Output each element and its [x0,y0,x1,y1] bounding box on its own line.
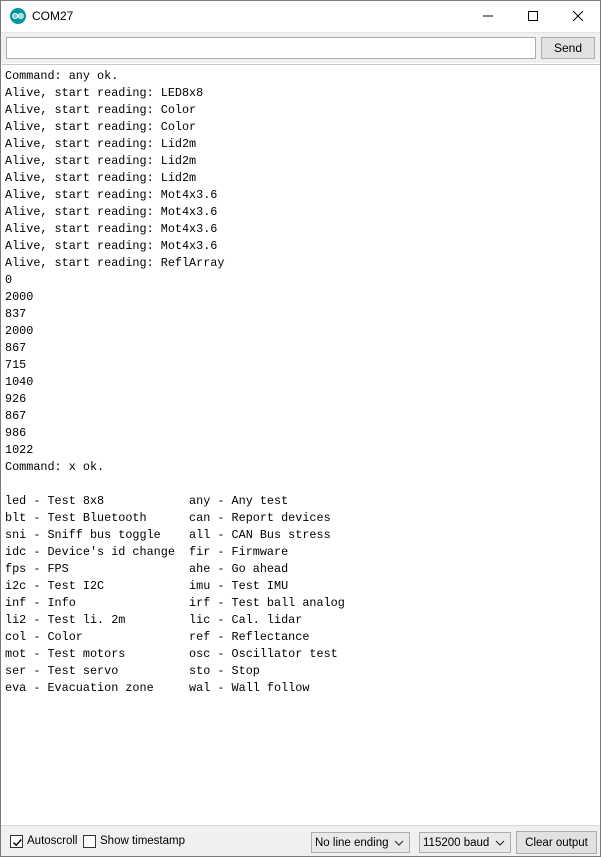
output-line: ser - Test servo sto - Stop [5,664,260,678]
clear-output-button[interactable]: Clear output [516,831,597,854]
output-line: Alive, start reading: Mot4x3.6 [5,222,218,236]
bottom-bar [1,825,600,856]
output-line: 0 [5,273,13,287]
output-line: Alive, start reading: Lid2m [5,137,197,151]
output-line: fps - FPS ahe - Go ahead [5,562,289,576]
chevron-down-icon [495,838,505,848]
output-line: Alive, start reading: Lid2m [5,171,197,185]
output-line: Alive, start reading: Mot4x3.6 [5,205,218,219]
output-line: Command: any ok. [5,69,119,83]
output-line: Alive, start reading: Mot4x3.6 [5,239,218,253]
serial-output[interactable] [2,64,600,825]
output-line: 1022 [5,443,34,457]
arduino-logo-icon [10,8,26,24]
show-timestamp-label: Show timestamp [100,835,186,847]
output-line: i2c - Test I2C imu - Test IMU [5,579,289,593]
window-title: COM27 [32,9,74,23]
output-line: 1040 [5,375,34,389]
close-button[interactable] [555,1,601,31]
checkmark-icon [11,836,24,849]
chevron-down-icon [394,838,404,848]
maximize-icon [528,11,538,21]
title-bar[interactable] [1,1,600,32]
output-line: 867 [5,409,27,423]
command-input[interactable] [6,37,536,59]
output-line: 926 [5,392,27,406]
maximize-button[interactable] [510,1,556,31]
autoscroll-checkbox[interactable] [10,835,23,848]
output-line [5,476,345,493]
autoscroll-label: Autoscroll [27,835,78,847]
output-line: 715 [5,358,27,372]
minimize-icon [483,11,493,21]
output-line: sni - Sniff bus toggle all - CAN Bus stress [5,528,331,542]
output-line: 837 [5,307,27,321]
baud-rate-select[interactable] [419,832,511,853]
output-line: li2 - Test li. 2m lic - Cal. lidar [5,613,303,627]
output-line: inf - Info irf - Test ball analog [5,596,345,610]
output-line: Alive, start reading: Color [5,103,197,117]
output-line: Alive, start reading: Lid2m [5,154,197,168]
output-line: Alive, start reading: Mot4x3.6 [5,188,218,202]
output-line: mot - Test motors osc - Oscillator test [5,647,338,661]
output-line: Alive, start reading: Color [5,120,197,134]
output-line: Command: x ok. [5,460,105,474]
output-line: led - Test 8x8 any - Any test [5,494,289,508]
line-ending-select[interactable] [311,832,410,853]
output-line: 867 [5,341,27,355]
close-icon [573,11,583,21]
output-line: col - Color ref - Reflectance [5,630,310,644]
baud-rate-value: 115200 baud [423,836,490,849]
minimize-button[interactable] [465,1,511,31]
output-line: eva - Evacuation zone wal - Wall follow [5,681,310,695]
send-button[interactable]: Send [541,37,595,59]
output-line: Alive, start reading: ReflArray [5,256,225,270]
output-line: 986 [5,426,27,440]
output-line: blt - Test Bluetooth can - Report devices [5,511,331,525]
output-line: 2000 [5,324,34,338]
output-line: Alive, start reading: LED8x8 [5,86,204,100]
output-line: idc - Device's id change fir - Firmware [5,545,289,559]
output-line: 2000 [5,290,34,304]
output-lines [5,68,345,697]
send-row [1,32,600,63]
line-ending-value: No line ending [315,836,389,849]
show-timestamp-checkbox[interactable] [83,835,96,848]
